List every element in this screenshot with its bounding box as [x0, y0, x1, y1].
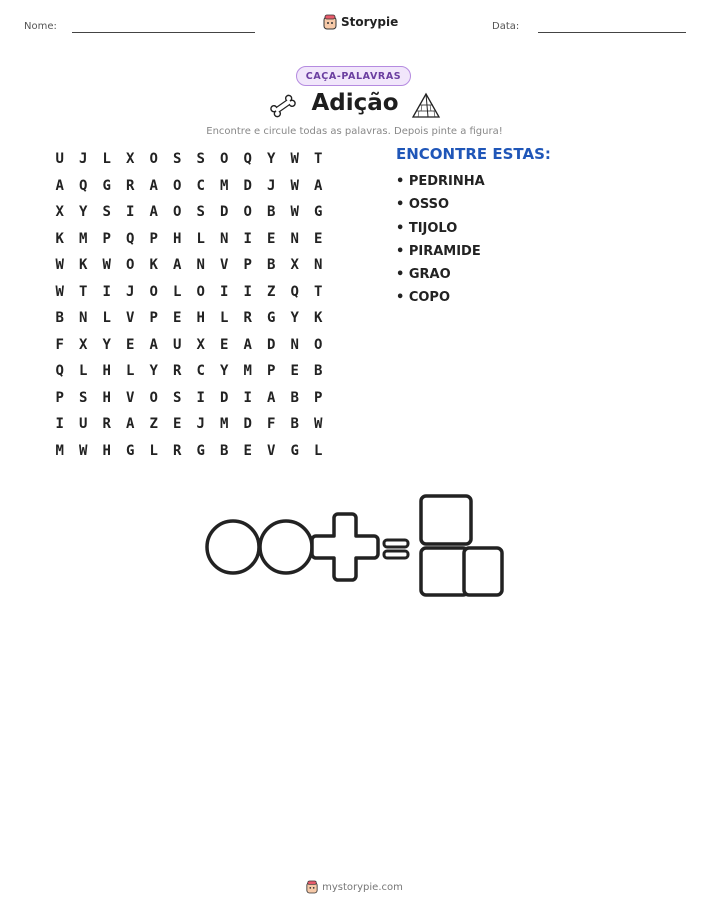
grid-letter[interactable]: Q [55, 363, 64, 380]
grid-letter[interactable]: A [149, 336, 158, 353]
grid-letter[interactable]: X [126, 151, 135, 168]
grid-letter[interactable]: G [267, 310, 276, 327]
grid-letter[interactable]: R [173, 442, 182, 459]
grid-letter[interactable]: G [102, 177, 111, 194]
grid-letter[interactable]: O [173, 177, 182, 194]
grid-letter[interactable]: E [173, 416, 182, 433]
grid-letter[interactable]: T [314, 151, 323, 168]
grid-letter[interactable]: G [126, 442, 135, 459]
grid-letter[interactable]: M [55, 442, 64, 459]
block-bottom-left [421, 548, 468, 595]
grid-letter[interactable]: P [149, 230, 158, 247]
grid-letter[interactable]: T [79, 283, 88, 300]
storypie-mascot-icon [306, 880, 318, 894]
grid-letter[interactable]: N [290, 230, 299, 247]
instructions: Encontre e circule todas as palavras. Depois pinte a figura! [206, 126, 503, 137]
grid-letter[interactable]: W [79, 442, 88, 459]
word-item: • PIRAMIDE [396, 243, 481, 259]
grid-letter[interactable]: M [220, 177, 229, 194]
grid-letter[interactable]: D [267, 336, 276, 353]
grid-letter[interactable]: X [290, 257, 299, 274]
grid-letter[interactable]: L [314, 442, 323, 459]
grid-letter[interactable]: O [220, 151, 229, 168]
grid-letter[interactable]: I [220, 283, 229, 300]
grid-letter[interactable]: C [196, 177, 205, 194]
addition-figure [200, 490, 510, 602]
grid-letter[interactable]: B [220, 442, 229, 459]
equals-bottom [384, 551, 408, 558]
grid-letter[interactable]: E [220, 336, 229, 353]
grid-letter[interactable]: N [314, 257, 323, 274]
grid-letter[interactable]: D [220, 389, 229, 406]
footer [0, 880, 709, 894]
grid-letter[interactable]: P [149, 310, 158, 327]
grid-letter[interactable]: S [173, 389, 182, 406]
word-list [396, 170, 485, 310]
grid-letter[interactable]: L [149, 442, 158, 459]
grid-letter[interactable]: E [314, 230, 323, 247]
grid-letter[interactable]: B [267, 204, 276, 221]
grid-letter[interactable]: Q [290, 283, 299, 300]
footer-url[interactable]: mystorypie.com [322, 881, 403, 893]
circle-shape [260, 521, 312, 573]
page-title: Adição [311, 90, 399, 116]
grid-letter[interactable]: J [267, 177, 276, 194]
grid-letter[interactable]: A [173, 257, 182, 274]
grid-letter[interactable]: O [149, 151, 158, 168]
grid-letter[interactable]: Y [149, 363, 158, 380]
grid-letter[interactable]: W [55, 283, 64, 300]
grid-letter[interactable]: V [267, 442, 276, 459]
word-item: • OSSO [396, 197, 450, 213]
grid-letter[interactable]: N [79, 310, 88, 327]
name-line [72, 32, 255, 33]
grid-letter[interactable]: K [314, 310, 323, 327]
date-label: Data: [492, 21, 520, 32]
grid-letter[interactable]: N [196, 257, 205, 274]
grid-letter[interactable]: K [79, 257, 88, 274]
grid-letter[interactable]: S [102, 204, 111, 221]
grid-letter[interactable]: Y [290, 310, 299, 327]
grid-letter[interactable]: E [126, 336, 135, 353]
grid-letter[interactable]: W [290, 177, 299, 194]
grid-letter[interactable]: O [149, 283, 158, 300]
grid-letter[interactable]: B [267, 257, 276, 274]
grid-letter[interactable]: H [196, 310, 205, 327]
grid-letter[interactable]: E [267, 230, 276, 247]
grid-letter[interactable]: C [196, 363, 205, 380]
block-bottom-right [464, 548, 502, 595]
grid-letter[interactable]: Q [79, 177, 88, 194]
grid-letter[interactable]: D [243, 416, 252, 433]
grid-letter[interactable]: U [55, 151, 64, 168]
grid-letter[interactable]: T [314, 283, 323, 300]
grid-letter[interactable]: N [220, 230, 229, 247]
grid-letter[interactable]: A [314, 177, 323, 194]
grid-letter[interactable]: R [102, 416, 111, 433]
grid-letter[interactable]: O [196, 283, 205, 300]
word-list-title: ENCONTRE ESTAS: [396, 145, 551, 163]
grid-letter[interactable]: W [102, 257, 111, 274]
grid-letter[interactable]: W [290, 204, 299, 221]
grid-letter[interactable]: W [314, 416, 323, 433]
grid-letter[interactable]: G [196, 442, 205, 459]
grid-letter[interactable]: E [290, 363, 299, 380]
grid-letter[interactable]: X [55, 204, 64, 221]
grid-letter[interactable]: U [173, 336, 182, 353]
grid-letter[interactable]: I [243, 283, 252, 300]
grid-letter[interactable]: L [79, 363, 88, 380]
grid-letter[interactable]: M [79, 230, 88, 247]
grid-letter[interactable]: I [196, 389, 205, 406]
word-item: • TIJOLO [396, 220, 458, 236]
grid-letter[interactable]: I [243, 230, 252, 247]
brand-name: Storypie [341, 15, 399, 29]
grid-letter[interactable]: P [267, 363, 276, 380]
grid-letter[interactable]: G [290, 442, 299, 459]
activity-badge: CAÇA-PALAVRAS [296, 66, 411, 86]
grid-letter[interactable]: S [79, 389, 88, 406]
grid-letter[interactable]: Y [79, 204, 88, 221]
grid-letter[interactable]: X [79, 336, 88, 353]
grid-letter[interactable]: J [79, 151, 88, 168]
grid-letter[interactable]: L [196, 230, 205, 247]
pyramid-icon [410, 92, 442, 120]
grid-letter[interactable]: B [314, 363, 323, 380]
grid-letter[interactable]: E [243, 442, 252, 459]
grid-letter[interactable]: R [243, 310, 252, 327]
grid-letter[interactable]: Q [243, 151, 252, 168]
grid-letter[interactable]: V [126, 310, 135, 327]
circle-shape [207, 521, 259, 573]
grid-letter[interactable]: F [267, 416, 276, 433]
grid-letter[interactable]: E [173, 310, 182, 327]
grid-letter[interactable]: M [243, 363, 252, 380]
grid-letter[interactable]: S [173, 151, 182, 168]
storypie-mascot-icon [323, 14, 337, 30]
grid-letter[interactable]: Z [267, 283, 276, 300]
grid-letter[interactable]: D [220, 204, 229, 221]
grid-letter[interactable]: Z [149, 416, 158, 433]
grid-letter[interactable]: A [55, 177, 64, 194]
grid-letter[interactable]: G [314, 204, 323, 221]
grid-letter[interactable]: R [173, 363, 182, 380]
grid-letter[interactable]: B [290, 416, 299, 433]
grid-letter[interactable]: B [55, 310, 64, 327]
grid-letter[interactable]: Y [267, 151, 276, 168]
grid-letter[interactable]: I [102, 283, 111, 300]
grid-letter[interactable]: P [102, 230, 111, 247]
grid-letter[interactable]: Q [126, 230, 135, 247]
grid-letter[interactable]: S [196, 151, 205, 168]
grid-letter[interactable]: A [149, 204, 158, 221]
equals-top [384, 540, 408, 547]
grid-letter[interactable]: O [243, 204, 252, 221]
grid-letter[interactable]: L [102, 310, 111, 327]
grid-letter[interactable]: M [220, 416, 229, 433]
word-search-grid [48, 146, 330, 464]
grid-letter[interactable]: W [55, 257, 64, 274]
grid-letter[interactable]: H [102, 442, 111, 459]
grid-letter[interactable]: A [267, 389, 276, 406]
grid-letter[interactable]: P [243, 257, 252, 274]
grid-letter[interactable]: P [314, 389, 323, 406]
word-item: • GRAO [396, 267, 451, 283]
grid-letter[interactable]: Y [220, 363, 229, 380]
grid-letter[interactable]: F [55, 336, 64, 353]
grid-letter[interactable]: A [149, 177, 158, 194]
grid-letter[interactable]: O [314, 336, 323, 353]
grid-letter[interactable]: U [79, 416, 88, 433]
grid-letter[interactable]: A [126, 416, 135, 433]
grid-letter[interactable]: O [126, 257, 135, 274]
date-line [538, 32, 686, 33]
grid-letter[interactable]: L [220, 310, 229, 327]
grid-letter[interactable]: H [102, 363, 111, 380]
grid-letter[interactable]: L [126, 363, 135, 380]
grid-letter[interactable]: L [173, 283, 182, 300]
word-item: • COPO [396, 290, 451, 306]
brand-logo [323, 14, 398, 30]
grid-letter[interactable]: J [126, 283, 135, 300]
grid-letter[interactable]: X [196, 336, 205, 353]
grid-letter[interactable]: V [220, 257, 229, 274]
grid-letter[interactable]: J [196, 416, 205, 433]
grid-letter[interactable]: I [55, 416, 64, 433]
grid-letter[interactable]: R [126, 177, 135, 194]
grid-letter[interactable]: S [196, 204, 205, 221]
grid-letter[interactable]: I [126, 204, 135, 221]
block-top [421, 496, 471, 544]
grid-letter[interactable]: W [290, 151, 299, 168]
grid-letter[interactable]: D [243, 177, 252, 194]
grid-letter[interactable]: H [173, 230, 182, 247]
grid-letter[interactable]: H [102, 389, 111, 406]
grid-letter[interactable]: A [243, 336, 252, 353]
grid-letter[interactable]: Y [102, 336, 111, 353]
grid-letter[interactable]: O [173, 204, 182, 221]
grid-letter[interactable]: B [290, 389, 299, 406]
grid-letter[interactable]: O [149, 389, 158, 406]
grid-letter[interactable]: N [290, 336, 299, 353]
grid-letter[interactable]: K [149, 257, 158, 274]
grid-letter[interactable]: V [126, 389, 135, 406]
grid-letter[interactable]: L [102, 151, 111, 168]
grid-letter[interactable]: P [55, 389, 64, 406]
word-item: • PEDRINHA [396, 174, 485, 189]
plus-shape [312, 514, 378, 580]
grid-letter[interactable]: I [243, 389, 252, 406]
name-label: Nome: [24, 21, 57, 32]
grid-letter[interactable]: K [55, 230, 64, 247]
